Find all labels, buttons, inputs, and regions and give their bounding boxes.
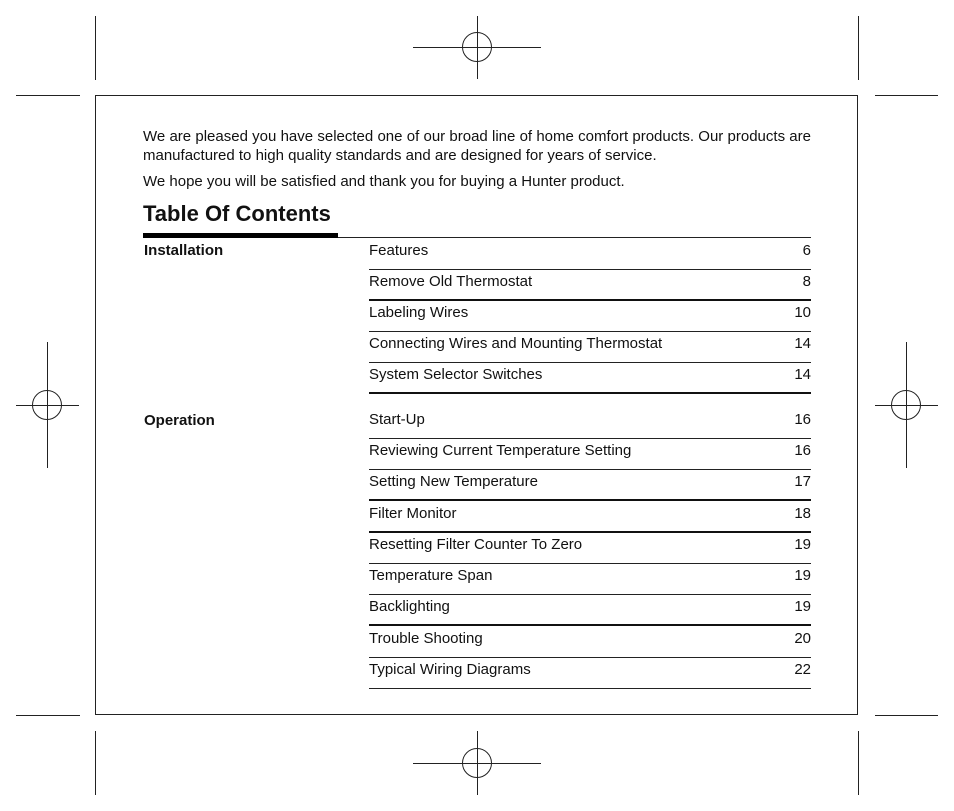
- toc-entry-page: 19: [794, 598, 811, 615]
- title-rule: [338, 237, 811, 238]
- toc-entry-reviewing-temperature[interactable]: [369, 439, 811, 470]
- title-underline-bar: [143, 233, 338, 238]
- toc-entry-title: Temperature Span: [369, 567, 493, 584]
- crop-mark: [858, 16, 859, 80]
- toc-entry-backlighting[interactable]: [369, 595, 811, 626]
- toc-entry-page: 20: [794, 630, 811, 647]
- toc-entry-labeling-wires[interactable]: [369, 301, 811, 332]
- toc-entry-page: 18: [794, 505, 811, 522]
- toc-entry-title: Trouble Shooting: [369, 630, 483, 647]
- toc-entry-title: System Selector Switches: [369, 366, 543, 383]
- toc-entry-page: 8: [802, 273, 811, 290]
- toc-entry-title: Labeling Wires: [369, 304, 469, 321]
- toc-entry-title: Setting New Temperature: [369, 473, 538, 490]
- toc-entry-title: Features: [369, 242, 429, 259]
- toc-entry-page: 6: [802, 242, 811, 259]
- toc-entry-title: Connecting Wires and Mounting Thermostat: [369, 335, 663, 352]
- toc-entry-typical-wiring-diagrams[interactable]: [369, 658, 811, 689]
- toc-entry-page: 22: [794, 661, 811, 678]
- crop-mark: [875, 95, 938, 96]
- toc-entry-setting-new-temperature[interactable]: [369, 470, 811, 501]
- toc-title: Table Of Contents: [143, 201, 331, 226]
- toc-entry-page: 19: [794, 536, 811, 553]
- toc-entry-page: 19: [794, 567, 811, 584]
- section-label-installation: Installation: [144, 242, 224, 259]
- toc-entry-title: Reviewing Current Temperature Setting: [369, 442, 632, 459]
- crop-mark: [16, 95, 80, 96]
- toc-entry-temperature-span[interactable]: [369, 564, 811, 595]
- toc-entry-page: 14: [794, 335, 811, 352]
- toc-entry-title: Start-Up: [369, 411, 425, 428]
- toc-entry-start-up[interactable]: [369, 408, 811, 439]
- crop-mark: [16, 715, 80, 716]
- toc-entry-title: Resetting Filter Counter To Zero: [369, 536, 583, 553]
- toc-entry-resetting-filter-counter[interactable]: [369, 533, 811, 564]
- section-label-operation: Operation: [144, 412, 215, 429]
- crop-mark: [875, 715, 938, 716]
- toc-entry-page: 16: [794, 442, 811, 459]
- toc-entry-title: Typical Wiring Diagrams: [369, 661, 531, 678]
- intro-paragraph: We are pleased you have selected one of our broad line of home comfort products. Our products are manufactured to high quality standards and are designed for years of service.: [143, 128, 811, 164]
- toc-entry-page: 16: [794, 411, 811, 428]
- toc-entry-page: 14: [794, 366, 811, 383]
- intro-paragraph-thanks: We hope you will be satisfied and thank you for buying a Hunter product.: [143, 173, 625, 190]
- toc-entry-connecting-wires[interactable]: [369, 332, 811, 363]
- toc-entry-trouble-shooting[interactable]: [369, 627, 811, 658]
- toc-entry-remove-old-thermostat[interactable]: [369, 270, 811, 301]
- toc-entry-filter-monitor[interactable]: [369, 502, 811, 533]
- toc-entry-title: Filter Monitor: [369, 505, 457, 522]
- toc-entry-page: 10: [794, 304, 811, 321]
- toc-entry-page: 17: [794, 473, 811, 490]
- toc-entry-features[interactable]: [369, 239, 811, 270]
- crop-mark: [858, 731, 859, 795]
- toc-entry-title: Remove Old Thermostat: [369, 273, 533, 290]
- toc-entry-title: Backlighting: [369, 598, 450, 615]
- toc-entry-system-selector-switches[interactable]: [369, 363, 811, 394]
- crop-mark: [95, 731, 96, 795]
- crop-mark: [95, 16, 96, 80]
